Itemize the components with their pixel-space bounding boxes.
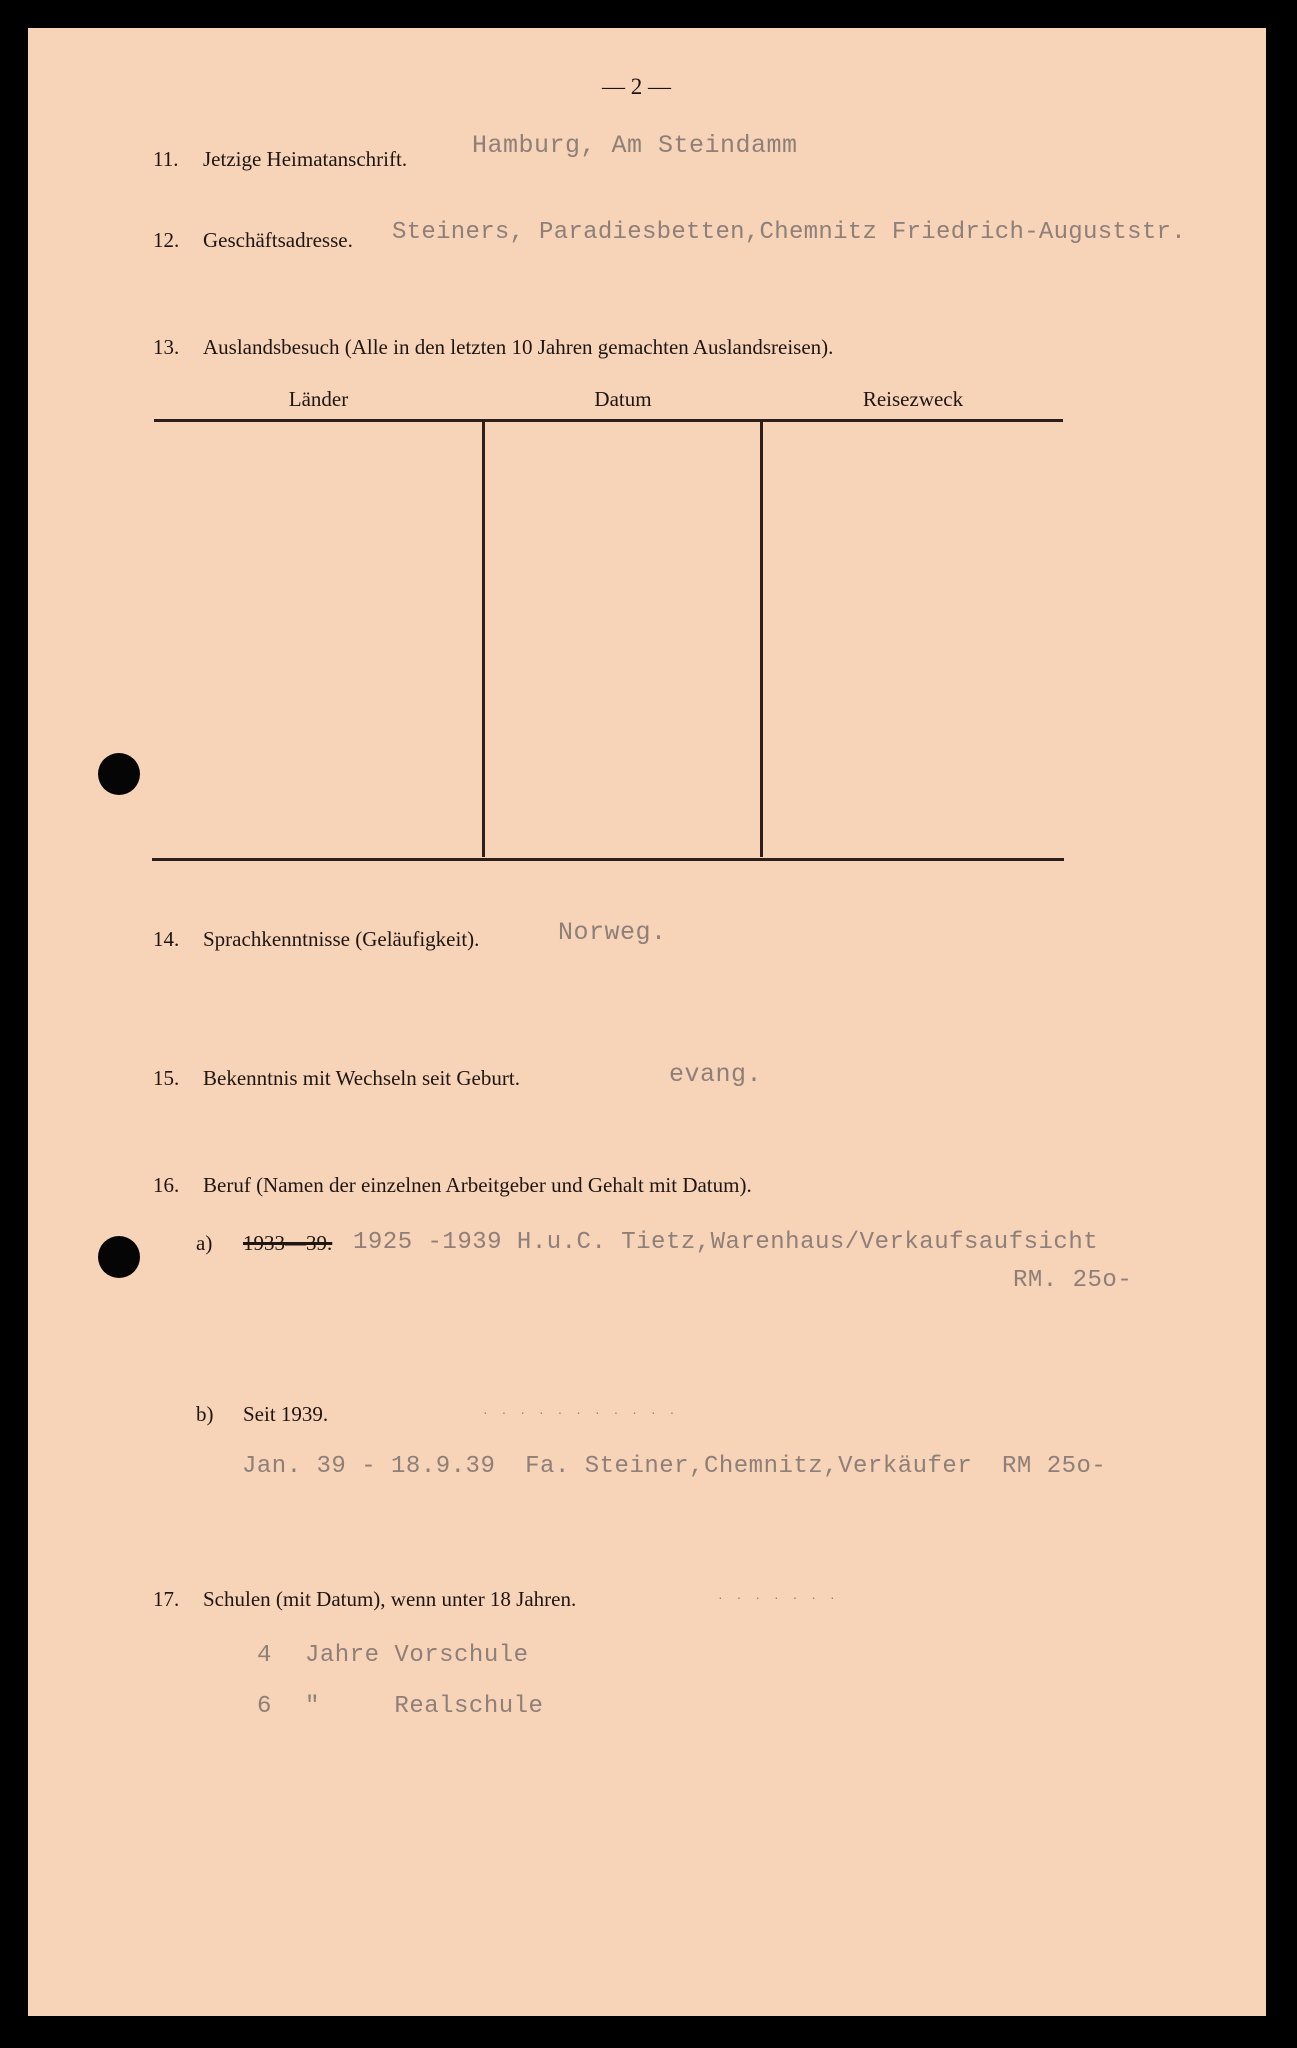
section-16a-entry: 1925 -1939 H.u.C. Tietz,Warenhaus/Verkaufsaufsicht	[353, 1229, 1099, 1256]
section-11-label: Jetzige Heimatanschrift.	[203, 147, 408, 171]
table-divider-2	[760, 421, 763, 857]
school-1-years: 4	[257, 1642, 272, 1669]
section-16b-entry: Jan. 39 - 18.9.39 Fa. Steiner,Chemnitz,Verkäufer RM 25o-	[242, 1453, 1107, 1480]
section-17-number: 17.	[153, 1587, 180, 1611]
section-14-number: 14.	[153, 927, 180, 951]
section-11-number: 11.	[153, 147, 179, 171]
school-1-name: Jahre Vorschule	[305, 1642, 529, 1669]
page-number: — 2 —	[602, 74, 671, 99]
section-12-label: Geschäftsadresse.	[203, 228, 353, 252]
section-17-label: Schulen (mit Datum), wenn unter 18 Jahren.	[203, 1587, 577, 1611]
section-16-number: 16.	[153, 1173, 180, 1197]
column-header-laender: Länder	[288, 387, 349, 411]
section-12-value: Steiners, Paradiesbetten,Chemnitz Friedrich-Auguststr.	[392, 219, 1186, 246]
punch-hole-top	[98, 753, 140, 795]
section-13-label: Auslandsbesuch (Alle in den letzten 10 Jahren gemachten Auslandsreisen).	[203, 335, 834, 359]
section-14-label: Sprachkenntnisse (Geläufigkeit).	[203, 927, 480, 951]
section-17-dotted-line: ·······	[718, 1589, 849, 1605]
section-15-label: Bekenntnis mit Wechseln seit Geburt.	[203, 1066, 520, 1090]
column-header-reisezweck: Reisezweck	[862, 387, 964, 411]
section-16b-dotted-line: ···········	[483, 1404, 689, 1420]
section-16a-salary: RM. 25o-	[1013, 1267, 1133, 1294]
school-2-years: 6	[257, 1693, 272, 1720]
table-top-rule	[154, 419, 1063, 422]
section-16b-printed-period: Seit 1939.	[243, 1402, 329, 1426]
section-16a-printed-period: 1933—39.	[243, 1231, 333, 1255]
section-16b-marker: b)	[196, 1402, 214, 1426]
section-15-number: 15.	[153, 1066, 180, 1090]
section-16a-marker: a)	[196, 1231, 213, 1255]
table-divider-1	[482, 421, 485, 857]
section-12-number: 12.	[153, 228, 180, 252]
section-11-value: Hamburg, Am Steindamm	[472, 131, 798, 160]
school-2-name: " Realschule	[305, 1693, 544, 1720]
punch-hole-bottom	[98, 1236, 140, 1278]
section-16-label: Beruf (Namen der einzelnen Arbeitgeber und Gehalt mit Datum).	[203, 1173, 752, 1197]
section-13-number: 13.	[153, 335, 180, 359]
section-15-value: evang.	[669, 1060, 763, 1089]
column-header-datum: Datum	[594, 387, 652, 411]
table-bottom-rule	[152, 858, 1064, 861]
section-14-value: Norweg.	[558, 918, 667, 947]
form-page	[28, 28, 1266, 2016]
